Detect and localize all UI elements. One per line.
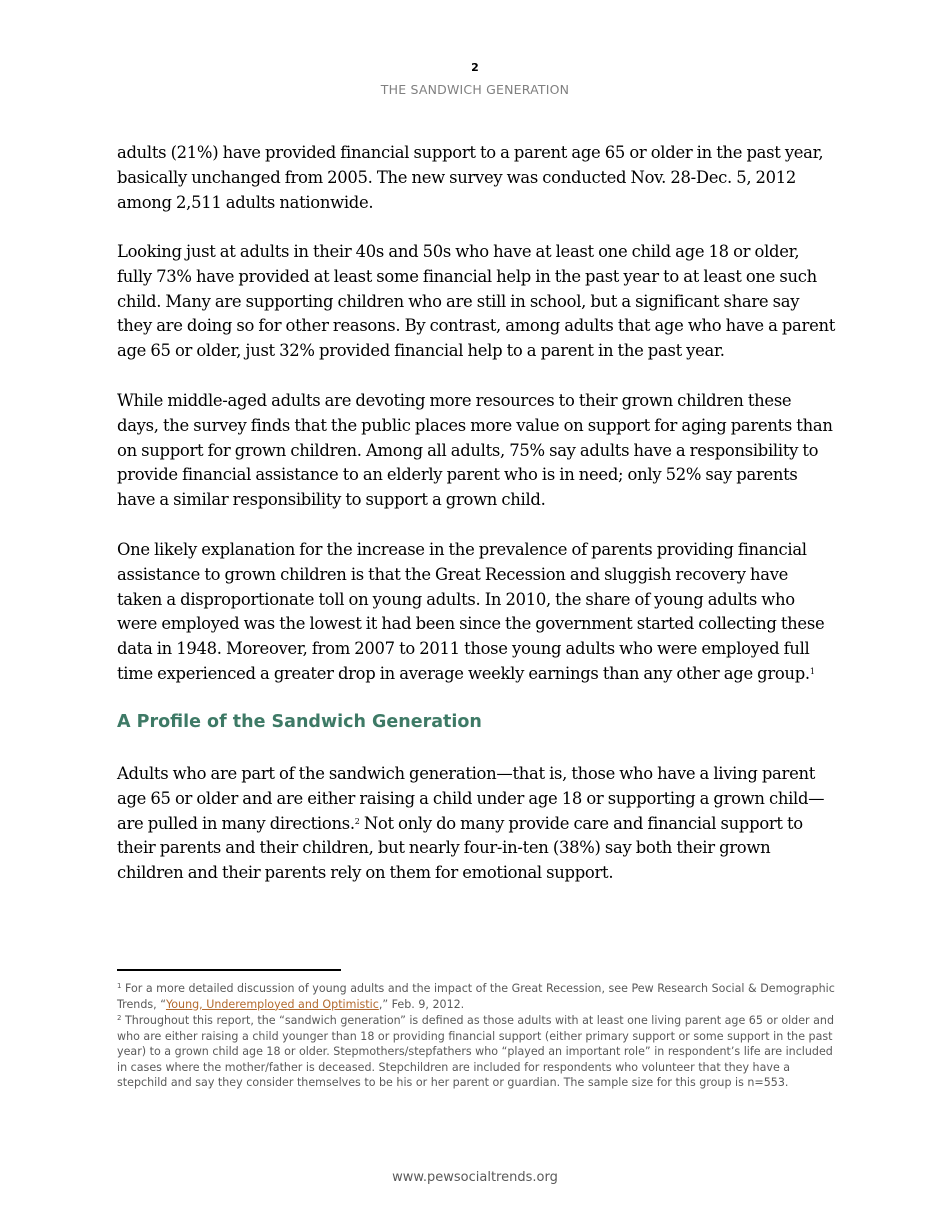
footnote-1-text-after: ,” Feb. 9, 2012. (378, 997, 465, 1011)
section-heading: A Profile of the Sandwich Generation (117, 712, 482, 732)
running-head-title: THE SANDWICH GENERATION (380, 82, 570, 97)
footnote-1-link[interactable]: Young, Underemployed and Optimistic (165, 997, 379, 1011)
paragraph-text: While middle-aged adults are devoting more resources to their grown children these days, the survey finds that the public places more value on support for aging parents than on support for grown children. Among all adults, 75% say adults have a responsibility to provide financial assistance to an elderly parent who is in need; only 52% say parents have a similar responsibility to support a grown child. (117, 391, 833, 510)
paragraph-text: adults (21%) have provided financial support to a parent age 65 or older in the past year, basically unchanged from 2005. The new survey was conducted Nov. 28-Dec. 5, 2012 among 2,511 adults nationwide. (117, 143, 824, 212)
footnote-marker-2[interactable]: 2 (354, 816, 360, 826)
footnote-2-text: Throughout this report, the “sandwich generation” is defined as those adults with at least one living parent age 65 or older and who are either raising a child younger than 18 or providing financial support (either primary support or some support in the past year) to a grown child age 18 or older. Stepmothers/stepfathers who “played an important role” in respondent’s life are included in cases where the mother/father is deceased. Stepchildren are included for respondents who volunteer that they have a stepchild and say they consider themselves to be his or her parent or guardian. The sample size for this group is n=553. (117, 1014, 835, 1090)
page-number: 2 (471, 61, 479, 74)
body-paragraph-4 (117, 538, 835, 687)
footnote-marker-1[interactable]: 1 (809, 666, 815, 676)
paragraph-text-part-2: Not only do many provide care and financial support to their parents and their children, but nearly four-in-ten (38%) say both their grown children and their parents rely on them for emotional support. (117, 813, 803, 883)
section-paragraph (117, 762, 835, 886)
footnote-divider (117, 969, 341, 971)
paragraph-text: One likely explanation for the increase in the prevalence of parents providing financial assistance to grown children is that the Great Recession and sluggish recovery have taken a disproportionate toll on young adults. In 2010, the share of young adults who were employed was the lowest it had been since the government started collecting these data in 1948. Moreover, from 2007 to 2011 those young adults who were employed full time experienced a greater drop in average weekly earnings than any other age group. (117, 540, 825, 683)
paragraph-text: Looking just at adults in their 40s and 50s who have at least one child age 18 or older, fully 73% have provided at least some financial help in the past year to at least one such child. Many are supporting children who are still in school, but a significant share say they are doing so for other reasons. By contrast, among adults that age who have a parent age 65 or older, just 32% provided financial help to a parent in the past year. (117, 242, 836, 361)
body-paragraph-2 (117, 240, 835, 364)
footnote-1 (117, 981, 835, 1012)
footer-url: www.pewsocialtrends.org (392, 1170, 558, 1185)
paragraph-text-part-1: Adults who are part of the sandwich generation—that is, those who have a living parent age 65 or older and are either raising a child under age 18 or supporting a grown child—are pulled in many directions. (117, 764, 825, 833)
footnote-2-marker: 2 (117, 1014, 122, 1022)
footnote-2 (117, 1013, 835, 1091)
footnote-1-marker: 1 (117, 982, 122, 990)
body-paragraph-3 (117, 389, 835, 513)
body-paragraph-1 (117, 141, 835, 215)
footnote-1-text-before: For a more detailed discussion of young adults and the impact of the Great Recession, see Pew Research Social & Demographic Trends, “ (117, 982, 835, 1011)
